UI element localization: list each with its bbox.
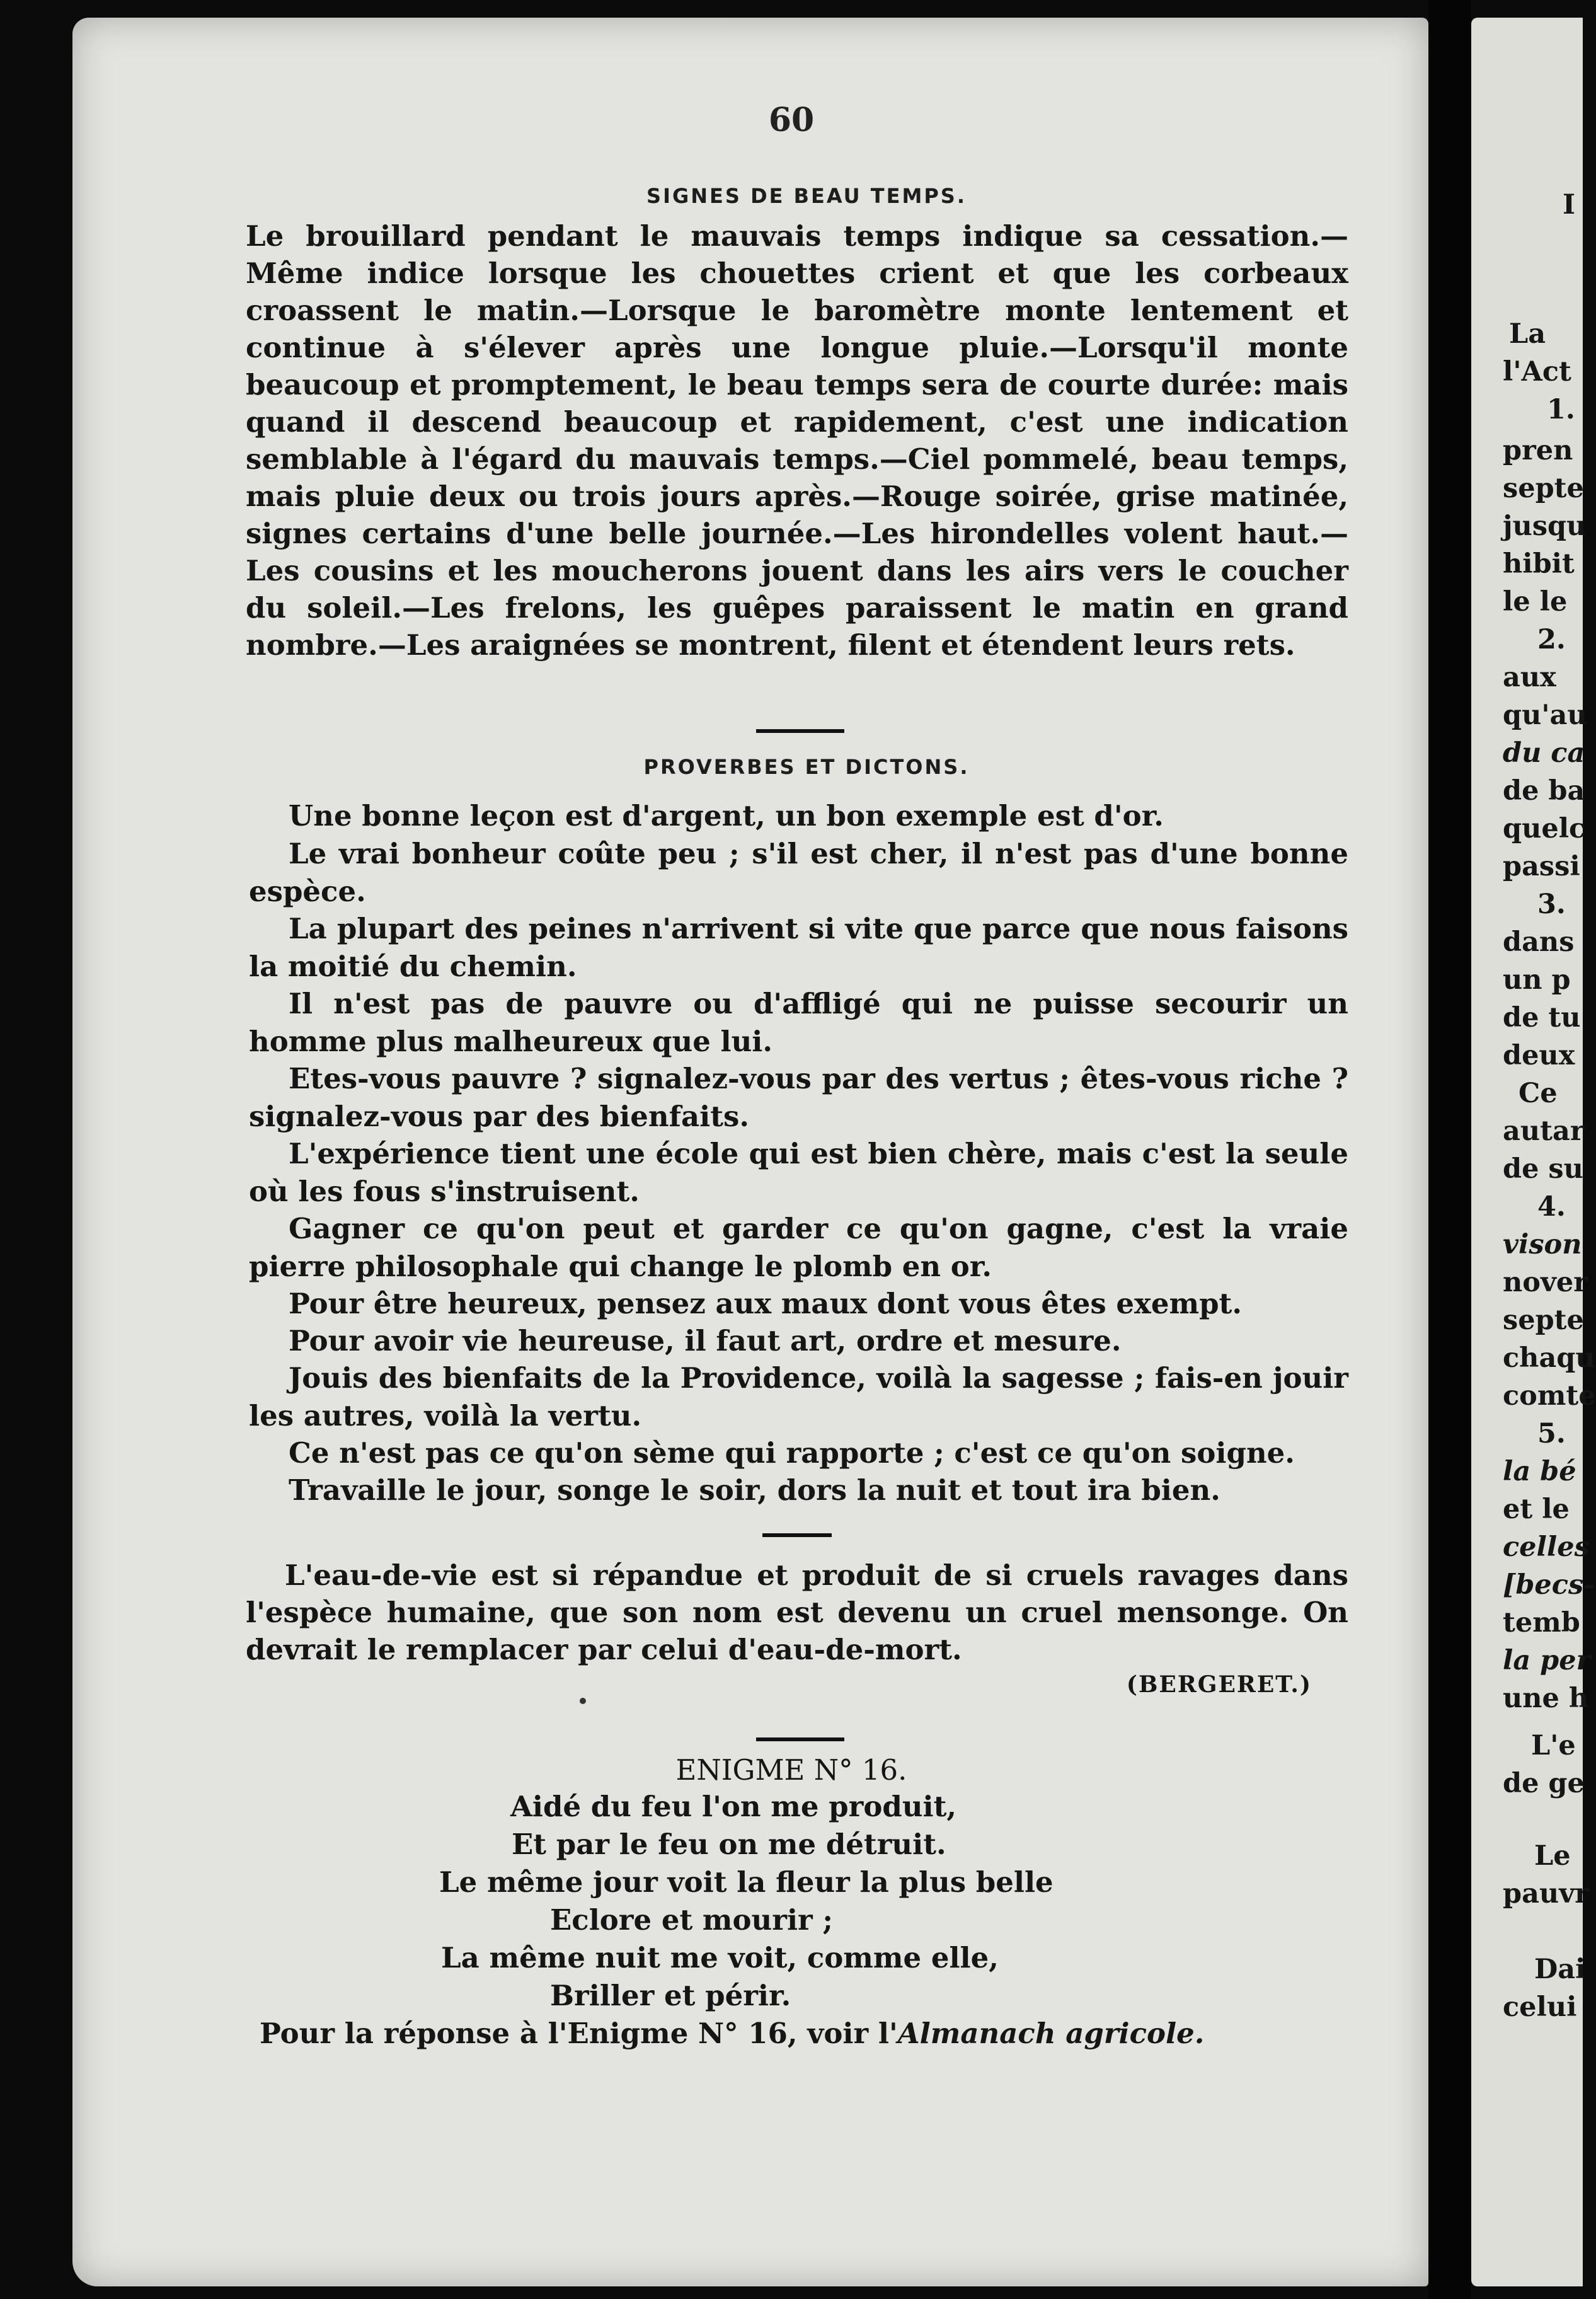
proverb-item: Ce n'est pas ce qu'on sème qui rapporte ; c'est ce qu'on soigne. [289,1436,1295,1470]
right-page-fragment: le le [1503,586,1568,618]
right-page-fragment: Dai [1534,1954,1586,1985]
right-page-fragment: autar [1503,1115,1585,1147]
right-page-fragment: une h [1503,1683,1589,1714]
right-page-fragment: I [1563,189,1576,221]
enigme-verse: Aidé du feu l'on me produit, [510,1790,957,1823]
answer-prefix: Pour la réponse à l'Enigme N° 16, voir l' [260,2017,898,2050]
right-page-fragment: aux [1503,662,1556,693]
right-page-fragment: pauvr [1503,1878,1589,1910]
proverb-item: Jouis des bienfaits de la Providence, voilà la sagesse ; fais-en jouir les autres, voilà la vertu. [249,1361,1348,1432]
enigme-verse: Le même jour voit la fleur la plus belle [439,1865,1053,1899]
right-page-fragment: pren [1503,435,1573,466]
right-page-fragment: qu'au [1503,700,1587,731]
proverb-item: Etes-vous pauvre ? signalez-vous par des vertus ; êtes-vous riche ? signalez-vous par des bienfaits. [249,1062,1348,1133]
right-page-fragment: vison [1503,1229,1582,1260]
right-page-fragment: L'e [1531,1730,1576,1761]
right-page-fragment: comte [1503,1380,1596,1412]
right-page-fragment: quelc [1503,813,1586,844]
right-page-fragment: de ge [1503,1768,1585,1799]
proverb-item: Travaille le jour, songe le soir, dors la nuit et tout ira bien. [289,1473,1220,1507]
right-page-fragment: septe [1503,473,1584,504]
right-page-fragment: deux [1503,1040,1575,1071]
enigme-verse: Eclore et mourir ; [550,1903,834,1937]
right-page-fragment: un p [1503,964,1571,996]
enigme-verse: La même nuit me voit, comme elle, [441,1941,999,1974]
proverb-item: Une bonne leçon est d'argent, un bon exemple est d'or. [289,799,1164,833]
right-page-fragment: la bé [1503,1456,1576,1487]
enigme-verse: Briller et périr. [550,1979,791,2012]
page-number: 60 [768,101,815,139]
proverb-item: Pour être heureux, pensez aux maux dont vous êtes exempt. [289,1287,1242,1320]
right-page-fragment: hibit [1503,548,1575,580]
book-gutter [1428,0,1471,2299]
right-page-fragment: 1. [1547,394,1575,425]
proverb-item: La plupart des peines n'arrivent si vite que parce que nous faisons la moitié du chemin. [249,912,1348,983]
section-heading-proverbs: PROVERBES ET DICTONS. [643,755,970,779]
right-page-fragment: La [1509,318,1546,350]
section-divider [762,1533,832,1537]
right-page-fragment: chaqu [1503,1342,1595,1374]
almanach-title: Almanach agricole. [897,2017,1205,2050]
proverb-item: Le vrai bonheur coûte peu ; s'il est cher, il n'est pas d'une bonne espèce. [249,837,1348,908]
right-page-fragment: 5. [1537,1418,1566,1449]
weather-signs-paragraph: Le brouillard pendant le mauvais temps indique sa cessation.— Même indice lorsque les chouettes crient et que les corbeaux croassent le matin.—Lorsque le baromètre monte lentement et continue à s'élever après une longue pluie.—Lorsqu'il monte beaucoup et promptement, le beau temps sera de courte durée: mais quand il descend beaucoup et rapidement, c'est une indication semblable à l'égard du mauvais temps.—Ciel pommelé, beau temps, mais pluie deux ou trois jours après.—Rouge soirée, grise matinée, signes certains d'une belle journée.—Les hirondelles volent haut.—Les cousins et les moucherons jouent dans les airs vers le coucher du soleil.—Les frelons, les guêpes paraissent le matin en grand nombre.—Les araignées se montrent, filent et étendent leurs rets. [246,219,1348,662]
section-divider [756,729,844,733]
eau-de-vie-paragraph: L'eau-de-vie est si répandue et produit de si cruels ravages dans l'espèce humaine, que son nom est devenu un cruel mensonge. On devrait le remplacer par celui d'eau-de-mort. [246,1559,1348,1666]
right-page-edge [1471,18,1596,2286]
right-page-fragment: 2. [1537,624,1566,655]
enigme-answer-reference [260,2017,1204,2050]
right-page-fragment: l'Act [1503,356,1571,388]
right-page-fragment: jusqu [1503,510,1587,542]
enigme-title: ENIGME N° 16. [675,1753,907,1787]
right-page-fragment: dans [1503,926,1575,958]
proverb-item: L'expérience tient une école qui est bien chère, mais c'est la seule où les fous s'instruisent. [249,1137,1348,1208]
right-page-fragment: de tu [1503,1002,1581,1034]
attribution: (BERGERET.) [1126,1671,1312,1698]
enigme-verse: Et par le feu on me détruit. [512,1828,946,1861]
right-page-fragment: septe [1503,1305,1584,1336]
right-page-fragment: celles [1503,1531,1590,1563]
right-page-fragment: celui [1503,1991,1577,2023]
right-page-fragment: 4. [1537,1191,1566,1223]
right-page-fragment: de su [1503,1153,1583,1185]
right-page-fragment: et le [1503,1494,1570,1525]
right-page-fragment: Le [1534,1840,1571,1872]
right-page-fragment: [becs- [1503,1569,1595,1601]
right-page-fragment: passi [1503,851,1580,882]
right-page-fragment: la per [1503,1645,1591,1676]
right-page-fragment: temb [1503,1607,1580,1639]
right-page-fragment: Ce [1518,1078,1558,1109]
right-page-fragment: du ca [1503,737,1585,769]
proverb-item: Gagner ce qu'on peut et garder ce qu'on gagne, c'est la vraie pierre philosophale qui change le plomb en or. [249,1212,1348,1283]
proverb-item: Il n'est pas de pauvre ou d'affligé qui ne puisse secourir un homme plus malheureux que lui. [249,987,1348,1058]
section-heading-weather: SIGNES DE BEAU TEMPS. [646,184,967,208]
right-page-fragment: 3. [1537,889,1566,920]
right-page-fragment: nover [1503,1267,1588,1298]
right-page-fragment: de ba [1503,775,1585,807]
section-divider [756,1737,844,1741]
ink-speck [580,1698,586,1704]
proverb-item: Pour avoir vie heureuse, il faut art, ordre et mesure. [289,1324,1122,1357]
